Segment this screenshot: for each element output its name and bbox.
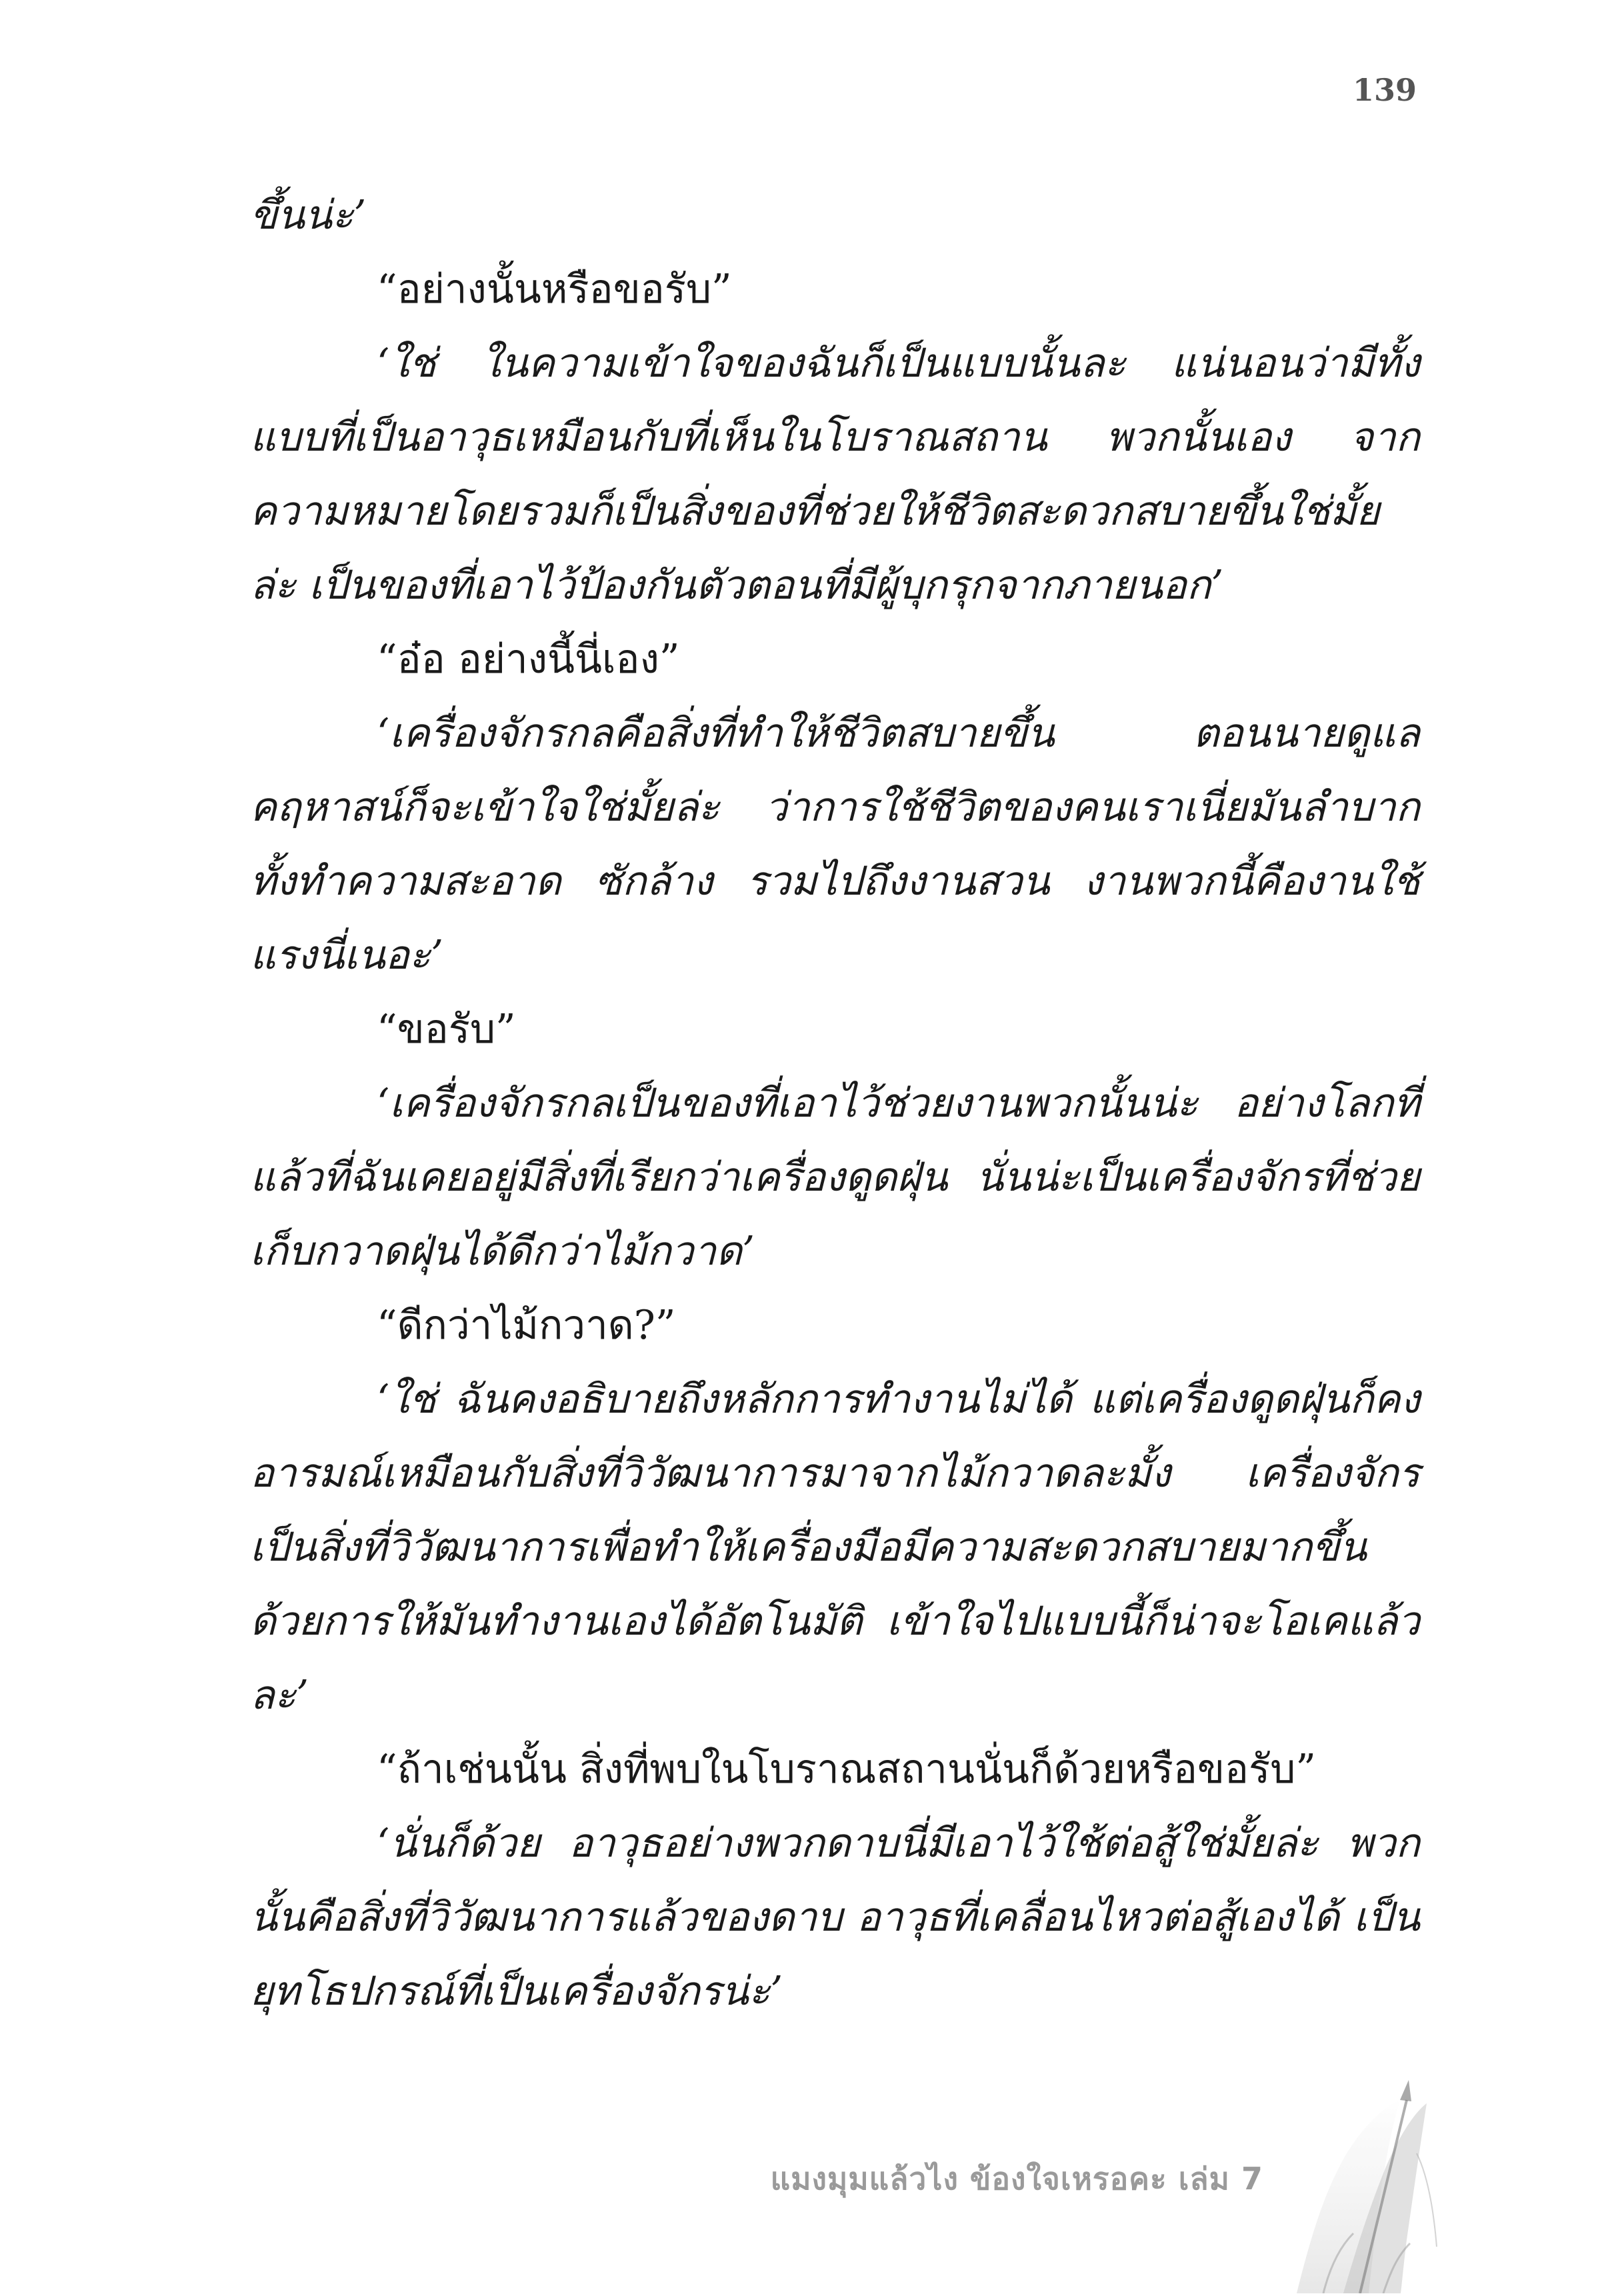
paragraph: “ดีกว่าไม้กวาด?”: [377, 1302, 676, 1349]
paragraph: “ถ้าเช่นนั้น สิ่งที่พบในโบราณสถานนั่นก็ด้วยหรือขอรับ”: [377, 1746, 1317, 1793]
running-footer-book-title: แมงมุมแล้วไง ข้องใจเหรอคะ เล่ม 7: [770, 2161, 1263, 2197]
paragraph: ‘นั่นก็ด้วย อาวุธอย่างพวกดาบนี่มีเอาไว้ใช้ต่อสู้ใช่มั้ยล่ะ พวกนั้นคือสิ่งที่วิวัฒนาการแล้วของดาบ อาวุธที่เคลื่อนไหวต่อสู้เองได้ เป็นยุทโธปกรณ์ที่เป็นเครื่องจักรน่ะ’: [250, 1820, 1420, 2015]
paragraph: ‘เครื่องจักรกลเป็นของที่เอาไว้ช่วยงานพวกนั้นน่ะ อย่างโลกที่แล้วที่ฉันเคยอยู่มีสิ่งที่เรียกว่าเครื่องดูดฝุ่น นั่นน่ะเป็นเครื่องจักรที่ช่วยเก็บกวาดฝุ่นได้ดีกว่าไม้กวาด’: [250, 1080, 1420, 1275]
paragraph: “ขอรับ”: [377, 1006, 516, 1053]
paragraph: ขึ้นน่ะ’: [250, 192, 367, 239]
page-number: 139: [1352, 72, 1417, 108]
paragraph: ‘ใช่ ฉันคงอธิบายถึงหลักการทำงานไม่ได้ แต่เครื่องดูดฝุ่นก็คงอารมณ์เหมือนกับสิ่งที่วิวัฒนาการมาจากไม้กวาดละมั้ง เครื่องจักรเป็นสิ่งที่วิวัฒนาการเพื่อทำให้เครื่องมือมีความสะดวกสบายมากขึ้นด้วยการให้มันทำงานเองได้อัตโนมัติ เข้าใจไปแบบนี้ก็น่าจะโอเคแล้วละ’: [250, 1376, 1420, 1719]
character-illustration: [1283, 2073, 1443, 2293]
paragraph: “อ๋อ อย่างนี้นี่เอง”: [377, 636, 680, 683]
paragraph: ‘ใช่ ในความเข้าใจของฉันก็เป็นแบบนั้นละ แน่นอนว่ามีทั้งแบบที่เป็นอาวุธเหมือนกับที่เห็นในโบราณสถาน พวกนั้นเอง จากความหมายโดยรวมก็เป็นสิ่งของที่ช่วยให้ชีวิตสะดวกสบายขึ้นใช่มั้ยล่ะ เป็นของที่เอาไว้ป้องกันตัวตอนที่มีผู้บุกรุกจากภายนอก’: [250, 340, 1420, 609]
paragraph: “อย่างนั้นหรือขอรับ”: [377, 266, 732, 313]
body-text: [250, 179, 1420, 2029]
paragraph: ‘เครื่องจักรกลคือสิ่งที่ทำให้ชีวิตสบายขึ้น ตอนนายดูแลคฤหาสน์ก็จะเข้าใจใช่มั้ยล่ะ ว่าการใช้ชีวิตของคนเราเนี่ยมันลำบากทั้งทำความสะอาด ซักล้าง รวมไปถึงงานสวน งานพวกนี้คืองานใช้แรงนี่เนอะ’: [250, 710, 1420, 979]
